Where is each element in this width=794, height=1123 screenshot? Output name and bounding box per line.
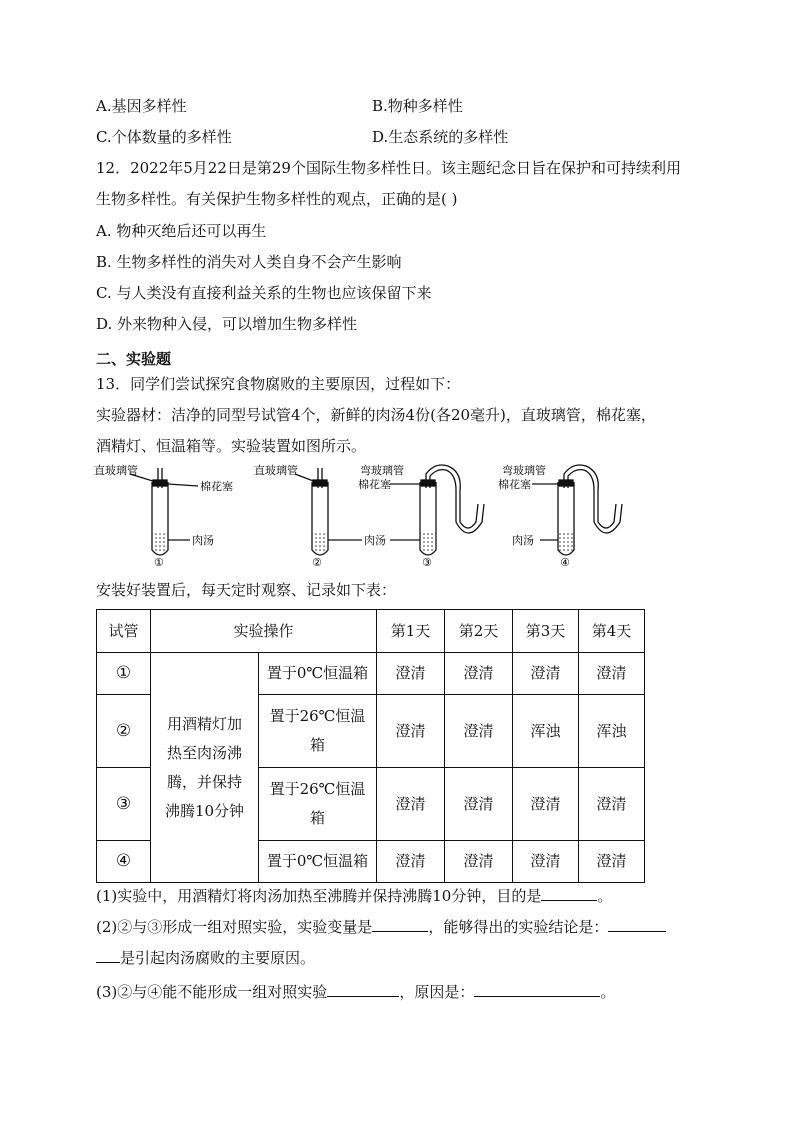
- operation-line: 置于26℃恒温: [269, 707, 366, 725]
- header-day4: 第4天: [579, 610, 645, 653]
- result-cell: 澄清: [377, 841, 445, 883]
- operation-line: 箱: [309, 736, 325, 754]
- operation-cell: 置于0℃恒温箱: [259, 841, 377, 883]
- sub2-prefix: (2): [96, 918, 118, 936]
- q11-option-a: A.基因多样性: [96, 97, 187, 115]
- operation-cell: [259, 768, 377, 841]
- operation-line: 箱: [309, 809, 325, 827]
- sub1-text: (1)实验中，用酒精灯将肉汤加热至沸腾并保持沸腾10分钟，目的是: [96, 887, 542, 905]
- operation-cell: [259, 695, 377, 768]
- result-cell: 澄清: [377, 695, 445, 768]
- common-operation-line: 用酒精灯加: [166, 714, 242, 733]
- sub-question-1: [96, 886, 612, 906]
- answer-blank-conclusion-cont[interactable]: [96, 948, 120, 963]
- header-day3: 第3天: [513, 610, 579, 653]
- sub2-conclusion-lead: ，能够得出的实验结论是：: [428, 918, 609, 936]
- label-tube-1: ①: [154, 556, 164, 569]
- label-broth-2-3: 肉汤: [364, 534, 386, 547]
- sub3-with: 与: [132, 983, 148, 1001]
- common-operation-line: 热至肉汤沸: [166, 743, 242, 762]
- tube-number: ②: [97, 695, 151, 768]
- q13-stem: 13．同学们尝试探究食物腐败的主要原因，过程如下：: [96, 375, 461, 393]
- result-cell: 澄清: [513, 768, 579, 841]
- header-operation: 实验操作: [151, 610, 377, 653]
- sub3-end: 。: [600, 983, 616, 1001]
- sub-question-3: [96, 982, 615, 1002]
- sub2-circle-2: ②: [117, 918, 133, 936]
- sub3-circle-2: ②: [117, 983, 133, 1001]
- q11-option-d: D.生态系统的多样性: [372, 128, 509, 146]
- sub2-mid: 形成一组对照实验，实验变量是: [162, 918, 373, 936]
- label-broth-4: 肉汤: [512, 534, 534, 547]
- label-bent-tube-4: 弯玻璃管: [502, 464, 546, 477]
- common-operation-cell: [151, 653, 259, 883]
- header-tube: 试管: [97, 610, 151, 653]
- sub-question-2-cont: [96, 948, 315, 968]
- tube-number: ④: [97, 841, 151, 883]
- label-tube-2: ②: [312, 556, 322, 569]
- q12-option-a: A. 物种灭绝后还可以再生: [96, 222, 267, 240]
- sub2-with: 与: [132, 918, 148, 936]
- tube-number: ①: [97, 653, 151, 695]
- result-cell: 浑浊: [579, 695, 645, 768]
- apparatus-figure: [90, 460, 650, 572]
- answer-blank-conclusion[interactable]: [608, 917, 666, 932]
- result-cell: 澄清: [445, 768, 513, 841]
- section-title: 二、实验题: [96, 350, 172, 368]
- label-straight-tube-1: 直玻璃管: [94, 464, 138, 477]
- table-header-row: [97, 610, 645, 653]
- result-cell: 澄清: [579, 768, 645, 841]
- sub3-prefix: (3): [96, 983, 118, 1001]
- table-row: [97, 653, 645, 695]
- label-tube-3: ③: [422, 556, 432, 569]
- header-day2: 第2天: [445, 610, 513, 653]
- sub2-circle-3: ③: [147, 918, 163, 936]
- results-table: [96, 609, 645, 883]
- sub-question-2: [96, 917, 666, 937]
- q13-after-setup: 安装好装置后，每天定时观察、记录如下表：: [96, 581, 397, 599]
- sub1-end: 。: [597, 887, 613, 905]
- answer-blank-3a[interactable]: [327, 982, 399, 997]
- sub3-circle-4: ④: [147, 983, 163, 1001]
- label-broth-1: 肉汤: [192, 534, 214, 547]
- answer-blank-3b[interactable]: [474, 982, 600, 997]
- common-operation-line: 沸腾10分钟: [164, 801, 245, 820]
- result-cell: 澄清: [445, 653, 513, 695]
- q12-option-b: B. 生物多样性的消失对人类自身不会产生影响: [96, 253, 402, 271]
- operation-cell: 置于0℃恒温箱: [259, 653, 377, 695]
- label-bent-tube-3: 弯玻璃管: [360, 464, 404, 477]
- answer-blank-1[interactable]: [541, 886, 597, 901]
- result-cell: 澄清: [513, 653, 579, 695]
- common-operation-line: 腾，并保持: [166, 772, 242, 791]
- result-cell: 澄清: [377, 653, 445, 695]
- sub3-reason-lead: ，原因是：: [399, 983, 475, 1001]
- result-cell: 澄清: [377, 768, 445, 841]
- tube-number: ③: [97, 768, 151, 841]
- result-cell: 澄清: [579, 653, 645, 695]
- label-cotton-plug-1: 棉花塞: [200, 480, 233, 493]
- label-cotton-plug-4: 棉花塞: [498, 478, 531, 491]
- q12-option-c: C. 与人类没有直接利益关系的生物也应该保留下来: [96, 284, 432, 302]
- q12-option-d: D. 外来物种入侵，可以增加生物多样性: [96, 315, 358, 333]
- q12-stem-line1: 12．2022年5月22日是第29个国际生物多样性日。该主题纪念日旨在保护和可持续利用: [96, 159, 681, 177]
- answer-blank-variable[interactable]: [372, 917, 428, 932]
- label-cotton-plug-3: 棉花塞: [358, 478, 391, 491]
- sub3-mid: 能不能形成一组对照实验: [162, 983, 328, 1001]
- label-tube-4: ④: [560, 556, 570, 569]
- q11-option-c: C.个体数量的多样性: [96, 128, 232, 146]
- result-cell: 浑浊: [513, 695, 579, 768]
- label-straight-tube-2: 直玻璃管: [254, 464, 298, 477]
- header-day1: 第1天: [377, 610, 445, 653]
- result-cell: 澄清: [445, 695, 513, 768]
- operation-line: 置于26℃恒温: [269, 780, 366, 798]
- result-cell: 澄清: [579, 841, 645, 883]
- result-cell: 澄清: [445, 841, 513, 883]
- q13-materials-line2: 酒精灯、恒温箱等。实验装置如图所示。: [96, 437, 367, 455]
- q12-stem-line2: 生物多样性。有关保护生物多样性的观点，正确的是( ): [96, 190, 458, 208]
- result-cell: 澄清: [513, 841, 579, 883]
- sub2-tail: 是引起肉汤腐败的主要原因。: [120, 949, 316, 967]
- q11-option-b: B.物种多样性: [372, 97, 463, 115]
- q13-materials-line1: 实验器材：洁净的同型号试管4个，新鲜的肉汤4份(各20毫升)，直玻璃管，棉花塞，: [96, 406, 656, 424]
